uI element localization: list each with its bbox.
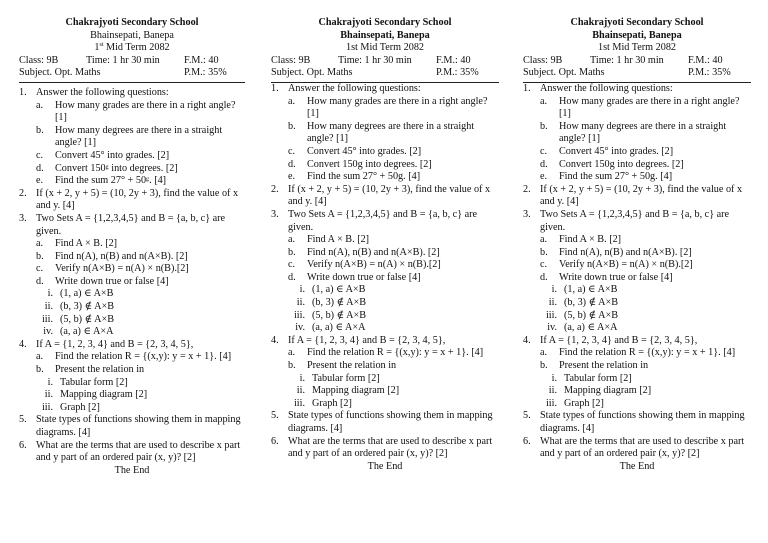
question-3d-ii: ii. (b, 3) ∉ A×B: [296, 297, 367, 309]
school-location: Bhainsepati, Banepa: [90, 29, 174, 41]
question-6: 6. What are the terms that are used to describe x part and y part of an ordered pair (x, y)? [2]: [523, 435, 745, 460]
full-marks-label: F.M.: 40: [436, 54, 471, 66]
question-1: 1. Answer the following questions:: [523, 82, 673, 94]
full-marks-label: F.M.: 40: [184, 54, 219, 66]
question-3d: d. Write down true or false [4]: [288, 271, 421, 283]
question-6: 6. What are the terms that are used to describe x part and y part of an ordered pair (x, y)? [2]: [19, 439, 241, 464]
end-label: The End: [367, 460, 403, 472]
question-1b: b. How many degrees are there in a straight angle? [1]: [540, 120, 727, 145]
end-label: The End: [619, 460, 655, 472]
question-3c: c. Verify n(A×B) = n(A) × n(B).[2]: [540, 259, 693, 271]
question-3d: d. Write down true or false [4]: [36, 275, 169, 287]
question-4b-iii: iii. Graph [2]: [545, 397, 604, 409]
question-4a: a. Find the relation R = {(x,y): y = x + 1}. [4]: [36, 351, 232, 363]
question-3a: a. Find A × B. [2]: [288, 234, 370, 246]
school-location: Bhainsepati, Banepa: [340, 29, 430, 41]
question-1a: a. How many grades are there in a right angle? [1]: [36, 99, 236, 124]
question-4b-i: i. Tabular form [2]: [299, 372, 380, 384]
subject-label: Subject. Opt. Maths: [271, 67, 353, 79]
time-label: Time: 1 hr 30 min: [338, 54, 412, 66]
question-5: 5. State types of functions showing them in mapping diagrams. [4]: [523, 410, 745, 434]
end-label: The End: [114, 464, 150, 476]
question-5: 5. State types of functions showing them in mapping diagrams. [4]: [19, 414, 241, 438]
question-4b-ii: ii. Mapping diagram [2]: [296, 385, 400, 397]
exam-paper-3: [523, 17, 751, 473]
question-4b: b. Present the relation in: [36, 364, 145, 376]
question-3d-iv: iv. (a, a) ∈ A×A: [43, 326, 114, 338]
question-3d-iv: iv. (a, a) ∈ A×A: [547, 322, 618, 334]
question-3a: a. Find A × B. [2]: [36, 238, 118, 250]
meta-row-1: [19, 55, 245, 68]
question-3a: a. Find A × B. [2]: [540, 234, 622, 246]
class-label: Class: 9B: [523, 54, 563, 66]
question-3d-ii: ii. (b, 3) ∉ A×B: [44, 301, 115, 313]
term-rest: Mid Term 2082: [103, 42, 170, 54]
term-number: 1: [94, 42, 100, 54]
question-3c: c. Verify n(A×B) = n(A) × n(B).[2]: [36, 263, 189, 275]
question-4b-iii: iii. Graph [2]: [293, 397, 352, 409]
question-4b-i: i. Tabular form [2]: [551, 372, 632, 384]
subject-label: Subject. Opt. Maths: [19, 67, 101, 79]
question-2: 2. If (x + 2, y + 5) = (10, 2y + 3), find the value of x and y. [4]: [271, 183, 491, 208]
question-1c: c. Convert 45° into grades. [2]: [288, 145, 422, 157]
meta-row-2: [271, 67, 499, 80]
question-4a: a. Find the relation R = {(x,y): y = x + 1}. [4]: [288, 347, 484, 359]
term-title: [19, 42, 245, 55]
question-4: 4. If A = {1, 2, 3, 4} and B = {2, 3, 4, 5},: [271, 334, 446, 346]
time-label: Time: 1 hr 30 min: [86, 54, 160, 66]
term-title: 1st Mid Term 2082: [345, 42, 425, 54]
question-1d: d. Convert 150g into degrees. [2]: [540, 158, 684, 170]
question-1c: c. Convert 45° into grades. [2]: [36, 149, 170, 161]
meta-row-1: [523, 55, 751, 68]
question-3b: b. Find n(A), n(B) and n(A×B). [2]: [288, 246, 440, 258]
question-4b: b. Present the relation in: [288, 360, 397, 372]
term-title: 1st Mid Term 2082: [597, 42, 677, 54]
question-3b: b. Find n(A), n(B) and n(A×B). [2]: [540, 246, 692, 258]
question-2: 2. If (x + 2, y + 5) = (10, 2y + 3), find the value of x and y. [4]: [19, 187, 239, 212]
question-4b-ii: ii. Mapping diagram [2]: [548, 385, 652, 397]
question-6: 6. What are the terms that are used to describe x part and y part of an ordered pair (x, y)? [2]: [271, 435, 493, 460]
question-4a: a. Find the relation R = {(x,y): y = x + 1}. [4]: [540, 347, 736, 359]
question-3d-ii: ii. (b, 3) ∉ A×B: [548, 297, 619, 309]
question-1a: a. How many grades are there in a right angle? [1]: [288, 95, 488, 120]
question-4: 4. If A = {1, 2, 3, 4} and B = {2, 3, 4, 5},: [523, 334, 698, 346]
pass-marks-label: P.M.: 35%: [688, 67, 731, 79]
question-1e: e. Find the sum 27° + 50g. [4]: [288, 171, 421, 183]
question-3d: d. Write down true or false [4]: [540, 271, 673, 283]
question-3b: b. Find n(A), n(B) and n(A×B). [2]: [36, 250, 188, 262]
school-location: Bhainsepati, Banepa: [592, 29, 682, 41]
meta-row-2: [19, 67, 245, 80]
question-1: 1. Answer the following questions:: [271, 82, 421, 94]
question-4b-iii: iii. Graph [2]: [41, 401, 100, 413]
question-1e: e. Find the sum 27° + 50g. [4]: [540, 171, 673, 183]
question-2: 2. If (x + 2, y + 5) = (10, 2y + 3), find the value of x and y. [4]: [523, 183, 743, 208]
exam-paper-2: [271, 17, 499, 473]
question-3d-iv: iv. (a, a) ∈ A×A: [295, 322, 366, 334]
question-1d: d. Convert 150ᵍ into degrees. [2]: [36, 162, 178, 174]
question-1b: b. How many degrees are there in a straight angle? [1]: [36, 124, 223, 149]
school-name: Chakrajyoti Secondary School: [570, 17, 704, 28]
pass-marks-label: P.M.: 35%: [184, 67, 227, 79]
question-1b: b. How many degrees are there in a straight angle? [1]: [288, 120, 475, 145]
question-1e: e. Find the sum 27° + 50ᵍ. [4]: [36, 175, 167, 187]
question-3d-iii: iii. (5, b) ∉ A×B: [545, 309, 619, 321]
question-1d: d. Convert 150g into degrees. [2]: [288, 158, 432, 170]
subject-label: Subject. Opt. Maths: [523, 67, 605, 79]
class-label: Class: 9B: [19, 54, 59, 66]
question-3: 3. Two Sets A = {1,2,3,4,5} and B = {a, b, c} are given.: [523, 208, 730, 233]
question-1c: c. Convert 45° into grades. [2]: [540, 145, 674, 157]
meta-row-1: [271, 55, 499, 68]
question-4b-i: i. Tabular form [2]: [47, 376, 128, 388]
question-3d-iii: iii. (5, b) ∉ A×B: [41, 313, 115, 325]
question-3c: c. Verify n(A×B) = n(A) × n(B).[2]: [288, 259, 441, 271]
time-label: Time: 1 hr 30 min: [590, 54, 664, 66]
full-marks-label: F.M.: 40: [688, 54, 723, 66]
pass-marks-label: P.M.: 35%: [436, 67, 479, 79]
question-1a: a. How many grades are there in a right angle? [1]: [540, 95, 740, 120]
question-3: 3. Two Sets A = {1,2,3,4,5} and B = {a, b, c} are given.: [19, 212, 226, 237]
question-1: 1. Answer the following questions:: [19, 86, 169, 98]
question-3d-i: i. (1, a) ∈ A×B: [47, 288, 114, 300]
question-4b: b. Present the relation in: [540, 360, 649, 372]
school-name: Chakrajyoti Secondary School: [65, 17, 199, 28]
question-4b-ii: ii. Mapping diagram [2]: [44, 389, 148, 401]
question-3: 3. Two Sets A = {1,2,3,4,5} and B = {a, b, c} are given.: [271, 208, 478, 233]
meta-row-2: [523, 67, 751, 80]
divider: [19, 82, 245, 83]
question-5: 5. State types of functions showing them in mapping diagrams. [4]: [271, 410, 493, 434]
question-3d-iii: iii. (5, b) ∉ A×B: [293, 309, 367, 321]
exam-paper-1: [19, 17, 245, 477]
question-3d-i: i. (1, a) ∈ A×B: [299, 284, 366, 296]
class-label: Class: 9B: [271, 54, 311, 66]
term-superscript: st: [99, 42, 104, 49]
question-3d-i: i. (1, a) ∈ A×B: [551, 284, 618, 296]
school-name: Chakrajyoti Secondary School: [318, 17, 452, 28]
question-4: 4. If A = {1, 2, 3, 4} and B = {2, 3, 4, 5},: [19, 338, 194, 350]
